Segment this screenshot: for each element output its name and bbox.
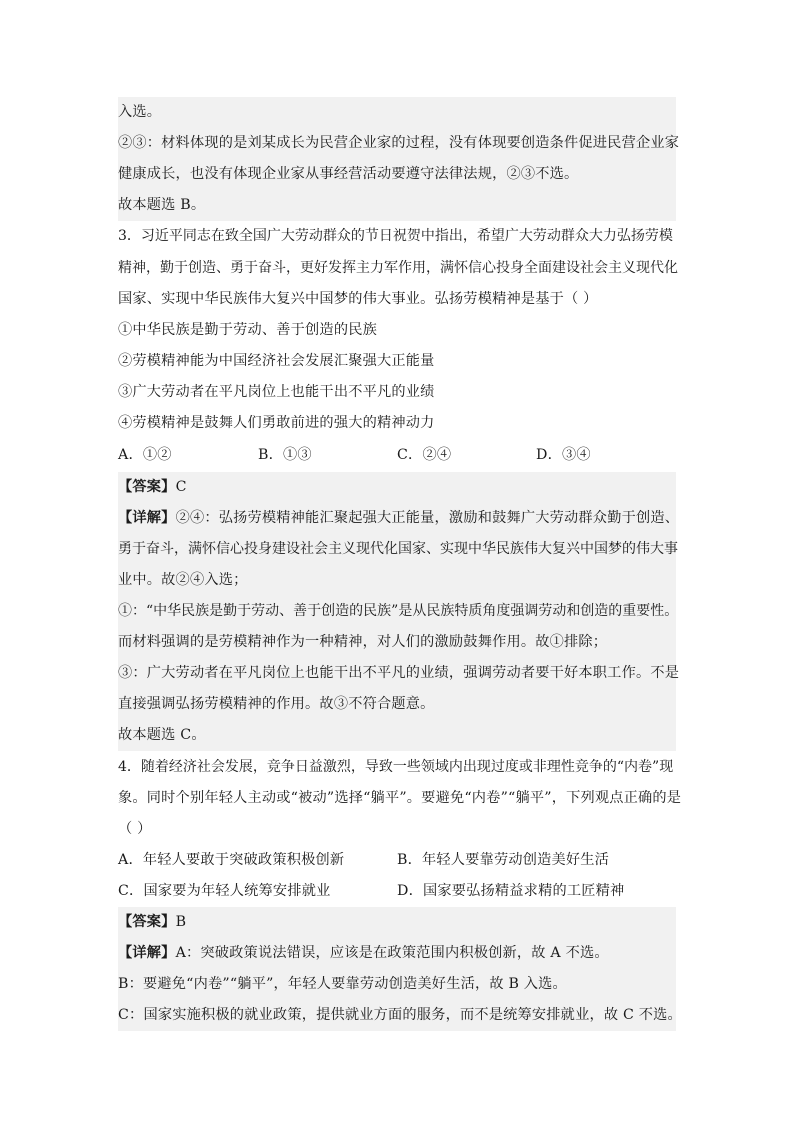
prev-line-4: 故本题选 B。 — [118, 190, 676, 221]
q4-option-d: D．国家要弘扬精益求精的工匠精神 — [397, 883, 625, 899]
q4-answer-value: B — [175, 914, 187, 930]
q4-stem-line-3: （ ） — [118, 821, 152, 837]
q3-stem-line-1: 3．习近平同志在致全国广大劳动群众的节日祝贺中指出，希望广大劳动群众大力弘扬劳模 — [118, 228, 673, 244]
prev-line-2: ②③：材料体现的是刘某成长为民营企业家的过程，没有体现要创造条件促进民营企业家 — [118, 128, 676, 159]
q4-detail-line-1 — [118, 938, 676, 969]
q3-answer-tag: 【答案】 — [118, 479, 176, 495]
q3-detail-line-1 — [118, 503, 680, 534]
q3-detail-text-1: ②④：弘扬劳模精神能汇聚起强大正能量，激励和鼓舞广大劳动群众勤于创造、 — [175, 510, 680, 526]
q4-option-a: A．年轻人要敢于突破政策积极创新 — [118, 852, 345, 868]
q4-options-row-1 — [118, 845, 676, 876]
q3-answer — [118, 472, 676, 503]
q3-option-a: A．①② — [118, 447, 172, 463]
q4-answer — [118, 907, 676, 938]
q4-option-b: B．年轻人要靠劳动创造美好生活 — [397, 852, 610, 868]
q3-detail-tag: 【详解】 — [118, 510, 176, 526]
q4-stem-line-1: 4．随着经济社会发展，竞争日益激烈，导致一些领域内出现过度或非理性竞争的“内卷”现 — [118, 759, 674, 775]
q4-stem-line-2: 象。同时个别年轻人主动或“被动”选择“躺平”。要避免“内卷”“躺平”，下列观点正确的是 — [118, 790, 682, 806]
q4-detail-text-1: A：突破政策说法错误，应该是在政策范围内积极创新，故 A 不选。 — [175, 945, 609, 961]
q3-option-d: D．③④ — [536, 447, 591, 463]
prev-line-1: 入选。 — [118, 97, 676, 128]
q4-options-row-2 — [118, 876, 676, 907]
prev-line-3: 健康成长，也没有体现企业家从事经营活动要遵守法律法规，②③不选。 — [118, 159, 676, 190]
q3-options — [118, 440, 676, 471]
q4-detail-line-2: B：要避免“内卷”“躺平”，年轻人要靠劳动创造美好生活，故 B 入选。 — [118, 969, 676, 1000]
q4-detail-tag: 【详解】 — [118, 945, 176, 961]
q3-detail-line-3: 业中。故②④入选； — [118, 565, 676, 596]
q3-detail-line-2: 勇于奋斗，满怀信心投身建设社会主义现代化国家、实现中华民族伟大复兴中国梦的伟大事 — [118, 534, 676, 565]
q4-option-c: C．国家要为年轻人统筹安排就业 — [118, 883, 331, 899]
q3-detail-line-5: 而材料强调的是劳模精神作为一种精神，对人们的激励鼓舞作用。故①排除； — [118, 627, 676, 658]
q4-answer-tag: 【答案】 — [118, 914, 176, 930]
q3-detail-line-8: 故本题选 C。 — [118, 720, 676, 751]
q3-item-4: ④劳模精神是鼓舞人们勇敢前进的强大的精神动力 — [118, 415, 435, 431]
q3-detail-line-4: ①：“中华民族是勤于劳动、善于创造的民族”是从民族特质角度强调劳动和创造的重要性。 — [118, 596, 676, 627]
q3-option-c: C．②④ — [397, 447, 452, 463]
q3-stem-line-2: 精神，勤于创造、勇于奋斗，更好发挥主力军作用，满怀信心投身全面建设社会主义现代化 — [118, 260, 678, 276]
q3-item-1: ①中华民族是勤于劳动、善于创造的民族 — [118, 322, 377, 338]
q4-detail-line-3: C：国家实施积极的就业政策，提供就业方面的服务，而不是统筹安排就业，故 C 不选。 — [118, 1000, 676, 1031]
q3-item-2: ②劳模精神能为中国经济社会发展汇聚强大正能量 — [118, 353, 435, 369]
q3-stem-line-3: 国家、实现中华民族伟大复兴中国梦的伟大事业。弘扬劳模精神是基于（ ） — [118, 291, 598, 307]
q3-detail-line-7: 直接强调弘扬劳模精神的作用。故③不符合题意。 — [118, 689, 676, 720]
q3-item-3: ③广大劳动者在平凡岗位上也能干出不平凡的业绩 — [118, 384, 435, 400]
q3-detail-line-6: ③：广大劳动者在平凡岗位上也能干出不平凡的业绩，强调劳动者要干好本职工作。不是 — [118, 658, 676, 689]
q3-answer-value: C — [175, 479, 187, 495]
q3-option-b: B．①③ — [258, 447, 312, 463]
